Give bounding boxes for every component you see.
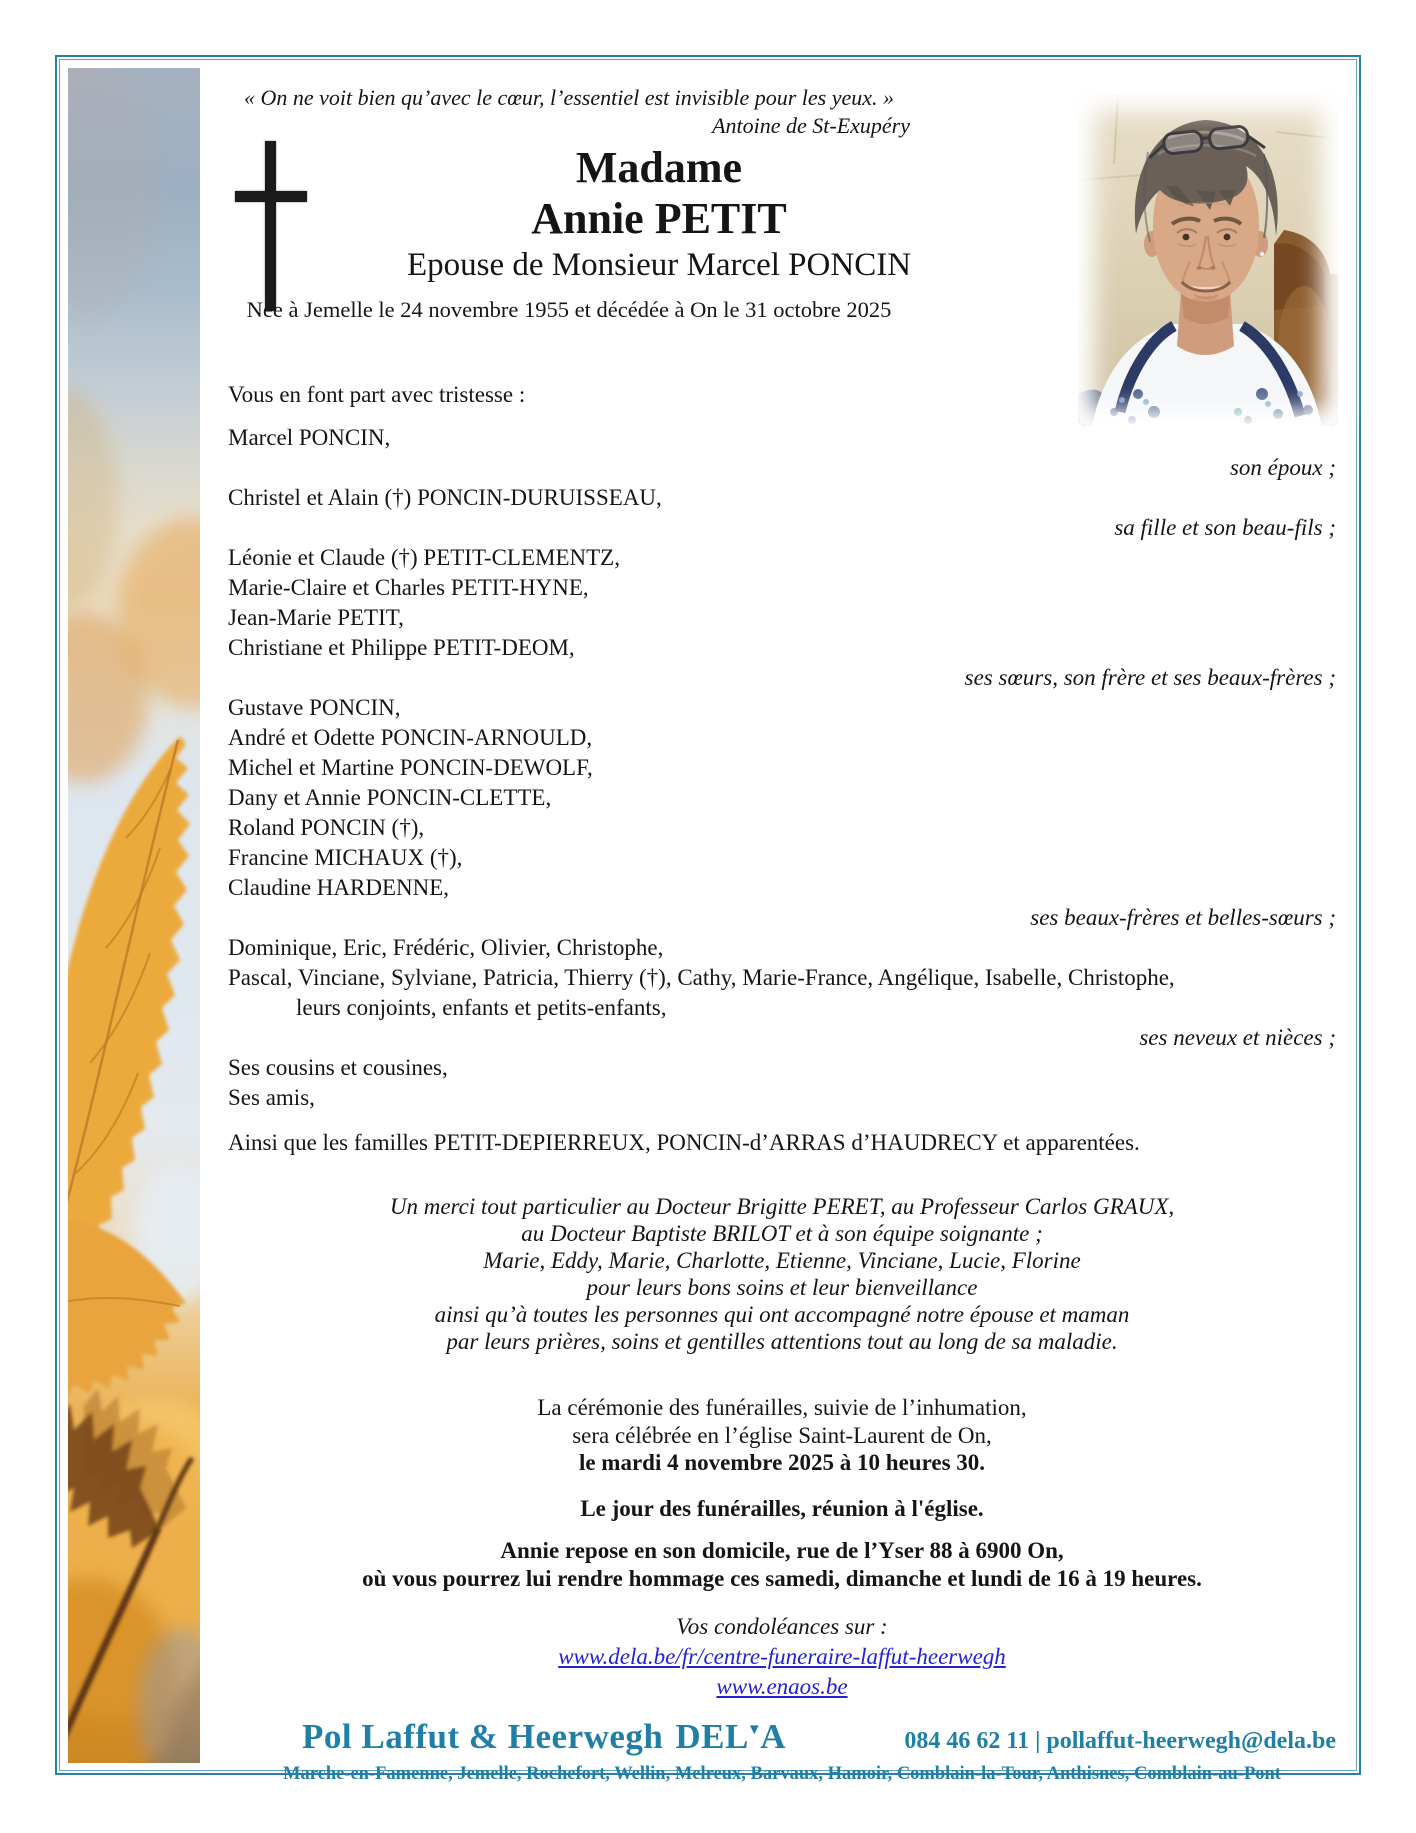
repose-line: Annie repose en son domicile, rue de l’Yser 88 à 6900 On, <box>500 1537 1064 1563</box>
family-line: Gustave PONCIN, <box>228 695 401 720</box>
footer-brand-row <box>228 1710 1336 1757</box>
thanks-block <box>228 1193 1336 1355</box>
contact-line: 084 46 62 11 | pollaffut-heerwegh@dela.be <box>904 1727 1336 1754</box>
condolences-label: Vos condoléances sur : <box>676 1613 888 1639</box>
family-line: leurs conjoints, enfants et petits-enfants, <box>296 995 667 1020</box>
family-line: André et Odette PONCIN-ARNOULD, <box>228 725 593 750</box>
deceased-spouse-line: Epouse de Monsieur Marcel PONCIN <box>406 247 912 283</box>
condolences-link-enaos[interactable]: www.enaos.be <box>716 1673 848 1699</box>
thanks-line: Marie, Eddy, Marie, Charlotte, Etienne, Vinciane, Lucie, Florine <box>483 1248 1081 1273</box>
condolences-link-dela[interactable]: www.dela.be/fr/centre-funeraire-laffut-heerwegh <box>558 1643 1006 1669</box>
deceased-civility: Madame <box>575 143 743 192</box>
family-line: Marie-Claire et Charles PETIT-HYNE, <box>228 575 589 600</box>
family-line: Claudine HARDENNE, <box>228 875 450 900</box>
deceased-name: Annie PETIT <box>531 194 787 243</box>
family-line: Jean-Marie PETIT, <box>228 605 404 630</box>
thanks-line: par leurs prières, soins et gentilles attentions tout au long de sa maladie. <box>446 1329 1118 1354</box>
family-line: Francine MICHAUX (†), <box>228 845 463 870</box>
funeral-home-logo <box>302 1710 786 1757</box>
ceremony-line: sera célébrée en l’église Saint-Laurent de On, <box>572 1422 992 1448</box>
family-line: Christel et Alain (†) PONCIN-DURUISSEAU, <box>228 485 662 510</box>
dela-logo: DEL▼A <box>675 1717 786 1756</box>
repose-block <box>228 1537 1336 1593</box>
family-line: Léonie et Claude (†) PETIT-CLEMENTZ, <box>228 545 620 570</box>
relation-label: son époux ; <box>1229 455 1336 480</box>
ceremony-date-line: le mardi 4 novembre 2025 à 10 heures 30. <box>578 1450 986 1475</box>
relation-label: ses beaux-frères et belles-sœurs ; <box>1030 905 1336 930</box>
family-line: Roland PONCIN (†), <box>228 815 425 840</box>
dela-triangle-icon: ▼ <box>746 1721 763 1738</box>
family-line: Ses amis, <box>228 1085 315 1110</box>
repose-line: où vous pourrez lui rendre hommage ces samedi, dimanche et lundi de 16 à 19 heures. <box>362 1565 1202 1591</box>
relation-label: ses neveux et nièces ; <box>1139 1025 1336 1050</box>
quote-text: « On ne voit bien qu’avec le cœur, l’essentiel est invisible pour les yeux. » <box>243 85 895 110</box>
announcement-content <box>228 84 1336 1786</box>
family-line: Dany et Annie PONCIN-CLETTE, <box>228 785 552 810</box>
family-line: Dominique, Eric, Frédéric, Olivier, Christophe, <box>228 935 664 960</box>
family-line: Pascal, Vinciane, Sylviane, Patricia, Thierry (†), Cathy, Marie-France, Angélique, Isabelle, Christophe, <box>228 965 1175 990</box>
thanks-line: pour leurs bons soins et leur bienveillance <box>586 1275 978 1300</box>
quote-author: Antoine de St-Exupéry <box>712 113 910 138</box>
birth-death-line: Née à Jemelle le 24 novembre 1955 et décédée à On le 31 octobre 2025 <box>246 297 892 322</box>
thanks-line: ainsi qu’à toutes les personnes qui ont accompagné notre épouse et maman <box>434 1302 1130 1327</box>
funeral-home-name: Pol Laffut & Heerwegh <box>302 1716 664 1756</box>
autumn-leaves-photo <box>68 68 200 1763</box>
related-families-line: Ainsi que les familles PETIT-DEPIERREUX, PONCIN-d’ARRAS d’HAUDRECY et apparentées. <box>228 1130 1140 1155</box>
family-line: Christiane et Philippe PETIT-DEOM, <box>228 635 575 660</box>
ceremony-line: La cérémonie des funérailles, suivie de l’inhumation, <box>537 1395 1027 1420</box>
ceremony-block <box>228 1394 1336 1477</box>
announcement-intro: Vous en font part avec tristesse : <box>228 382 526 407</box>
family-line: Marcel PONCIN, <box>228 425 391 450</box>
relation-label: sa fille et son beau-fils ; <box>1114 515 1336 540</box>
family-line: Ses cousins et cousines, <box>228 1055 448 1080</box>
thanks-line: Un merci tout particulier au Docteur Brigitte PERET, au Professeur Carlos GRAUX, <box>389 1194 1175 1219</box>
thanks-line: au Docteur Baptiste BRILOT et à son équipe soignante ; <box>521 1221 1043 1246</box>
quote-block <box>228 84 910 140</box>
deceased-title-block <box>228 142 1090 286</box>
family-list <box>228 423 1336 1113</box>
family-line: Michel et Martine PONCIN-DEWOLF, <box>228 755 593 780</box>
branch-towns-line: Marche-en-Famenne, Jemelle, Rochefort, Wellin, Melreux, Barvaux, Hamoir, Comblain-la-Tour, Anthisnes, Comblain-au-Pont <box>283 1763 1281 1784</box>
relation-label: ses sœurs, son frère et ses beaux-frères ; <box>964 665 1336 690</box>
reunion-line: Le jour des funérailles, réunion à l'église. <box>580 1495 984 1521</box>
condolences-block <box>228 1612 1336 1702</box>
